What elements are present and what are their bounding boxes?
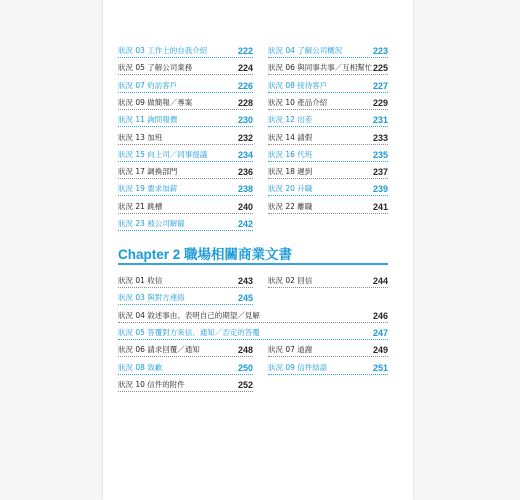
toc-entry-page-number: 242: [237, 219, 253, 229]
toc-entry-page-number: 226: [237, 80, 253, 91]
toc-entry[interactable]: [268, 96, 388, 110]
toc-entry-label: 狀況 12 出差: [268, 115, 313, 125]
toc-entry-label: 狀況 03 與對方連絡: [118, 293, 185, 303]
toc-entry[interactable]: [118, 343, 253, 357]
toc-entry-label: 狀況 05 答覆對方來信、通知／否定的答覆: [118, 327, 260, 337]
toc-entry-label: 狀況 21 跳槽: [118, 201, 163, 211]
toc-entry-label: 狀況 06 與同事共事／互相幫忙: [268, 63, 373, 73]
toc-entry[interactable]: [118, 309, 388, 323]
toc-entry-page-number: 243: [237, 276, 253, 286]
toc-entry-label: 狀況 08 接待客戶: [268, 80, 328, 90]
toc-entry-page-number: 251: [372, 362, 388, 373]
toc-entry-label: 狀況 20 升職: [268, 184, 313, 194]
toc-entry-page-number: 227: [372, 80, 388, 91]
toc-entry-page-number: 225: [372, 63, 388, 74]
toc-entry-page-number: 240: [237, 201, 253, 212]
toc-entry-page-number: 224: [237, 63, 253, 74]
toc-entry[interactable]: [268, 113, 388, 127]
toc-entry[interactable]: [118, 217, 253, 231]
toc-entry-page-number: 250: [237, 362, 253, 373]
toc-entry-label: 狀況 01 收信: [118, 276, 163, 285]
toc-entry[interactable]: [118, 148, 253, 162]
toc-entry-page-number: 234: [237, 149, 253, 160]
toc-entry[interactable]: [118, 274, 253, 288]
chapter-heading: Chapter 2 職場相關商業文書: [118, 247, 293, 262]
toc-entry-label: 狀況 09 信件結語: [268, 362, 328, 372]
toc-entry[interactable]: [118, 131, 253, 145]
toc-entry-label: 狀況 23 被公司解僱: [118, 219, 185, 228]
toc-entry-page-number: 249: [372, 345, 388, 356]
toc-entry-page-number: 241: [372, 201, 388, 212]
toc-entry-label: 狀況 03 工作上的自我介紹: [118, 46, 208, 55]
toc-entry-label: 狀況 18 遲到: [268, 167, 313, 177]
toc-entry-page-number: 239: [372, 184, 388, 195]
toc-entry-page-number: 244: [372, 276, 388, 286]
toc-entry-page-number: 233: [372, 132, 388, 143]
toc-entry-label: 狀況 05 了解公司業務: [118, 63, 193, 73]
toc-entry-label: 狀況 19 要求加薪: [118, 184, 178, 194]
toc-entry[interactable]: [118, 326, 388, 340]
toc-entry[interactable]: [268, 361, 388, 375]
toc-entry-label: 狀況 13 加班: [118, 132, 163, 142]
toc-entry-page-number: 252: [237, 379, 253, 390]
toc-entry-page-number: 228: [237, 97, 253, 108]
toc-entry-page-number: 231: [372, 115, 388, 126]
chapter-divider: [118, 263, 388, 265]
toc-entry[interactable]: [268, 343, 388, 357]
toc-entry-label: 狀況 07 道謝: [268, 345, 313, 355]
toc-entry[interactable]: [118, 61, 253, 75]
toc-entry[interactable]: [268, 61, 388, 75]
toc-entry-label: 狀況 16 代班: [268, 149, 313, 159]
toc-entry-page-number: 246: [372, 310, 388, 321]
toc-entry[interactable]: [118, 96, 253, 110]
toc-entry-label: 狀況 09 做簡報／專案: [118, 97, 193, 107]
toc-entry-page-number: 235: [372, 149, 388, 160]
toc-entry-label: 狀況 04 敘述事由、表明自己的期望／見解: [118, 310, 260, 320]
toc-entry-label: 狀況 08 致歉: [118, 362, 163, 372]
toc-entry-label: 狀況 10 產品介紹: [268, 97, 328, 107]
toc-entry-label: 狀況 11 詢問報價: [118, 115, 178, 125]
toc-entry-page-number: 238: [237, 184, 253, 195]
toc-entry[interactable]: [268, 131, 388, 145]
toc-entry-label: 狀況 04 了解公司概況: [268, 46, 343, 55]
toc-entry[interactable]: [118, 44, 253, 58]
toc-entry[interactable]: [268, 274, 388, 288]
toc-entry-label: 狀況 14 請假: [268, 132, 313, 142]
toc-entry[interactable]: [118, 291, 253, 305]
toc-entry[interactable]: [268, 182, 388, 196]
toc-entry-page-number: 223: [372, 46, 388, 56]
toc-entry[interactable]: [268, 44, 388, 58]
toc-entry[interactable]: [268, 79, 388, 93]
toc-entry[interactable]: [118, 200, 253, 214]
toc-entry-label: 狀況 15 向上司／同事提議: [118, 149, 208, 159]
toc-entry[interactable]: [118, 378, 253, 392]
toc-entry-label: 狀況 07 約訪客戶: [118, 80, 178, 90]
toc-entry[interactable]: [118, 361, 253, 375]
toc-entry-label: 狀況 10 信件的附件: [118, 379, 185, 389]
toc-entry-label: 狀況 17 調換部門: [118, 167, 178, 177]
toc-entry[interactable]: [268, 148, 388, 162]
toc-entry-page-number: 248: [237, 345, 253, 356]
toc-entry-page-number: 236: [237, 167, 253, 178]
toc-entry[interactable]: [118, 182, 253, 196]
toc-entry-label: 狀況 22 離職: [268, 201, 313, 211]
toc-entry-page-number: 222: [237, 46, 253, 56]
toc-entry-page-number: 245: [237, 293, 253, 304]
toc-entry-label: 狀況 06 請求回覆／通知: [118, 345, 200, 355]
toc-entry[interactable]: [118, 113, 253, 127]
toc-entry-page-number: 237: [372, 167, 388, 178]
toc-entry[interactable]: [118, 165, 253, 179]
toc-entry-page-number: 229: [372, 97, 388, 108]
toc-entry-page-number: 232: [237, 132, 253, 143]
toc-entry-label: 狀況 02 回信: [268, 276, 313, 285]
toc-entry-page-number: 230: [237, 115, 253, 126]
toc-entry[interactable]: [118, 79, 253, 93]
toc-entry[interactable]: [268, 165, 388, 179]
toc-entry[interactable]: [268, 200, 388, 214]
toc-entry-page-number: 247: [372, 327, 388, 338]
